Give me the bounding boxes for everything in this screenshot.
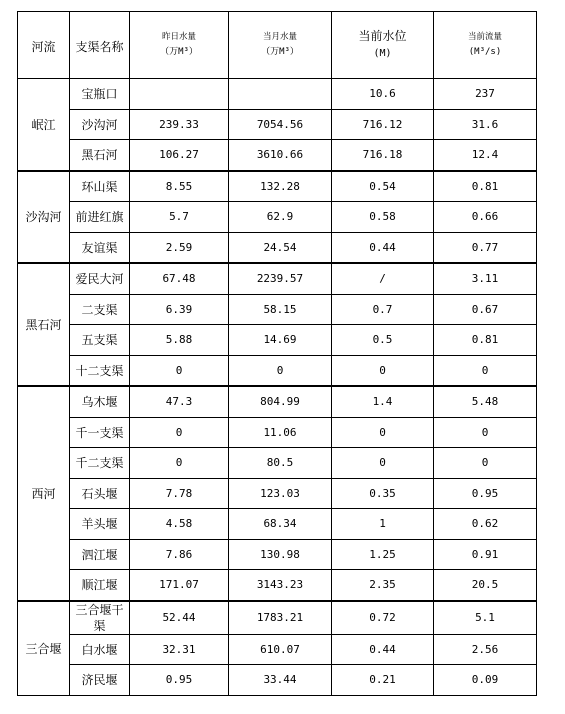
water-level-cell: 0.7 xyxy=(332,294,434,325)
branch-name-cell: 白水堰 xyxy=(70,634,130,665)
water-level-cell: / xyxy=(332,263,434,294)
table-row xyxy=(18,263,537,294)
river-name-cell: 三合堰 xyxy=(18,601,70,696)
water-level-cell: 0.58 xyxy=(332,202,434,233)
month-volume-cell: 123.03 xyxy=(229,478,332,509)
month-volume-cell: 132.28 xyxy=(229,171,332,202)
branch-name-cell: 乌木堰 xyxy=(70,386,130,417)
month-volume-cell xyxy=(229,79,332,110)
flow-rate-cell: 0.77 xyxy=(434,232,537,263)
branch-name-cell: 羊头堰 xyxy=(70,509,130,540)
branch-name-cell: 石头堰 xyxy=(70,478,130,509)
header-yesterday-label: 昨日水量 xyxy=(161,32,196,42)
month-volume-cell: 0 xyxy=(229,355,332,386)
table-row xyxy=(18,232,537,263)
month-volume-cell: 3143.23 xyxy=(229,570,332,601)
header-flow-label: 当前流量 xyxy=(467,32,502,42)
water-level-cell: 0.35 xyxy=(332,478,434,509)
flow-rate-cell: 3.11 xyxy=(434,263,537,294)
table-row xyxy=(18,355,537,386)
flow-rate-cell: 2.56 xyxy=(434,634,537,665)
flow-rate-cell: 20.5 xyxy=(434,570,537,601)
branch-name-cell: 千一支渠 xyxy=(70,417,130,448)
header-flow xyxy=(434,12,537,79)
month-volume-cell: 11.06 xyxy=(229,417,332,448)
branch-name-cell: 顺江堰 xyxy=(70,570,130,601)
flow-rate-cell: 0.91 xyxy=(434,539,537,570)
flow-rate-cell: 0.81 xyxy=(434,171,537,202)
month-volume-cell: 804.99 xyxy=(229,386,332,417)
yesterday-volume-cell: 5.7 xyxy=(130,202,229,233)
flow-rate-cell: 0.62 xyxy=(434,509,537,540)
water-level-cell: 0.72 xyxy=(332,601,434,635)
branch-name-cell: 友谊渠 xyxy=(70,232,130,263)
yesterday-volume-cell: 52.44 xyxy=(130,601,229,635)
water-level-cell: 1 xyxy=(332,509,434,540)
branch-name-cell: 宝瓶口 xyxy=(70,79,130,110)
table-row xyxy=(18,601,537,635)
flow-rate-cell: 237 xyxy=(434,79,537,110)
yesterday-volume-cell: 0 xyxy=(130,448,229,479)
yesterday-volume-cell: 32.31 xyxy=(130,634,229,665)
month-volume-cell: 68.34 xyxy=(229,509,332,540)
water-level-cell: 0 xyxy=(332,417,434,448)
flow-rate-cell: 5.1 xyxy=(434,601,537,635)
table-row xyxy=(18,171,537,202)
table-row xyxy=(18,665,537,696)
month-volume-cell: 2239.57 xyxy=(229,263,332,294)
yesterday-volume-cell: 0 xyxy=(130,355,229,386)
branch-name-cell: 千二支渠 xyxy=(70,448,130,479)
water-level-cell: 0.21 xyxy=(332,665,434,696)
header-yesterday-unit: （万M³） xyxy=(160,47,198,57)
flow-rate-cell: 0 xyxy=(434,355,537,386)
branch-name-cell: 五支渠 xyxy=(70,325,130,356)
yesterday-volume-cell: 4.58 xyxy=(130,509,229,540)
table-row xyxy=(18,448,537,479)
yesterday-volume-cell: 5.88 xyxy=(130,325,229,356)
flow-rate-cell: 0.09 xyxy=(434,665,537,696)
flow-rate-cell: 31.6 xyxy=(434,109,537,140)
branch-name-cell: 十二支渠 xyxy=(70,355,130,386)
water-level-cell: 1.4 xyxy=(332,386,434,417)
water-level-cell: 716.18 xyxy=(332,140,434,171)
water-level-cell: 0.44 xyxy=(332,232,434,263)
yesterday-volume-cell: 2.59 xyxy=(130,232,229,263)
river-name-cell: 岷江 xyxy=(18,79,70,171)
yesterday-volume-cell: 6.39 xyxy=(130,294,229,325)
river-name-cell: 沙沟河 xyxy=(18,171,70,264)
water-level-cell: 716.12 xyxy=(332,109,434,140)
water-level-cell: 0.5 xyxy=(332,325,434,356)
month-volume-cell: 62.9 xyxy=(229,202,332,233)
branch-name-cell: 济民堰 xyxy=(70,665,130,696)
header-level xyxy=(332,12,434,79)
header-month-label: 当月水量 xyxy=(262,32,297,42)
flow-rate-cell: 0.81 xyxy=(434,325,537,356)
table-row xyxy=(18,79,537,110)
month-volume-cell: 130.98 xyxy=(229,539,332,570)
month-volume-cell: 610.07 xyxy=(229,634,332,665)
branch-name-cell: 泗江堰 xyxy=(70,539,130,570)
water-level-cell: 0 xyxy=(332,355,434,386)
table-body xyxy=(18,79,537,696)
month-volume-cell: 3610.66 xyxy=(229,140,332,171)
header-river: 河流 xyxy=(18,12,70,79)
header-yesterday xyxy=(130,12,229,79)
table-row xyxy=(18,109,537,140)
branch-name-cell: 爱民大河 xyxy=(70,263,130,294)
branch-name-cell: 黑石河 xyxy=(70,140,130,171)
water-level-cell: 1.25 xyxy=(332,539,434,570)
branch-name-cell: 二支渠 xyxy=(70,294,130,325)
header-month-unit: （万M³） xyxy=(261,47,299,57)
flow-rate-cell: 0 xyxy=(434,448,537,479)
month-volume-cell: 14.69 xyxy=(229,325,332,356)
month-volume-cell: 24.54 xyxy=(229,232,332,263)
yesterday-volume-cell: 171.07 xyxy=(130,570,229,601)
branch-name-cell: 沙沟河 xyxy=(70,109,130,140)
header-flow-unit: (M³/s) xyxy=(468,47,502,57)
branch-name-cell: 环山渠 xyxy=(70,171,130,202)
yesterday-volume-cell: 106.27 xyxy=(130,140,229,171)
month-volume-cell: 7054.56 xyxy=(229,109,332,140)
table-row xyxy=(18,509,537,540)
yesterday-volume-cell: 0 xyxy=(130,417,229,448)
header-month xyxy=(229,12,332,79)
branch-name-cell: 三合堰干渠 xyxy=(70,601,130,635)
table-row xyxy=(18,539,537,570)
table-row xyxy=(18,634,537,665)
month-volume-cell: 80.5 xyxy=(229,448,332,479)
water-level-cell: 0 xyxy=(332,448,434,479)
table-header-row xyxy=(18,12,537,79)
month-volume-cell: 33.44 xyxy=(229,665,332,696)
water-level-cell: 10.6 xyxy=(332,79,434,110)
yesterday-volume-cell: 0.95 xyxy=(130,665,229,696)
table-row xyxy=(18,417,537,448)
yesterday-volume-cell: 47.3 xyxy=(130,386,229,417)
table-row xyxy=(18,325,537,356)
flow-rate-cell: 0 xyxy=(434,417,537,448)
river-name-cell: 黑石河 xyxy=(18,263,70,386)
river-name-cell: 西河 xyxy=(18,386,70,601)
yesterday-volume-cell: 7.86 xyxy=(130,539,229,570)
header-branch: 支渠名称 xyxy=(70,12,130,79)
flow-rate-cell: 12.4 xyxy=(434,140,537,171)
table-row xyxy=(18,140,537,171)
yesterday-volume-cell: 7.78 xyxy=(130,478,229,509)
yesterday-volume-cell: 67.48 xyxy=(130,263,229,294)
flow-rate-cell: 0.66 xyxy=(434,202,537,233)
table-row xyxy=(18,570,537,601)
water-level-cell: 0.54 xyxy=(332,171,434,202)
table-row xyxy=(18,478,537,509)
month-volume-cell: 58.15 xyxy=(229,294,332,325)
flow-rate-cell: 5.48 xyxy=(434,386,537,417)
water-level-cell: 0.44 xyxy=(332,634,434,665)
branch-name-cell: 前进红旗 xyxy=(70,202,130,233)
table-row xyxy=(18,202,537,233)
flow-rate-cell: 0.67 xyxy=(434,294,537,325)
table-row xyxy=(18,294,537,325)
month-volume-cell: 1783.21 xyxy=(229,601,332,635)
table-row xyxy=(18,386,537,417)
yesterday-volume-cell: 8.55 xyxy=(130,171,229,202)
header-level-unit: (M) xyxy=(373,48,392,59)
flow-rate-cell: 0.95 xyxy=(434,478,537,509)
water-data-table xyxy=(17,11,537,696)
water-level-cell: 2.35 xyxy=(332,570,434,601)
yesterday-volume-cell: 239.33 xyxy=(130,109,229,140)
header-level-label: 当前水位 xyxy=(358,29,407,43)
yesterday-volume-cell xyxy=(130,79,229,110)
